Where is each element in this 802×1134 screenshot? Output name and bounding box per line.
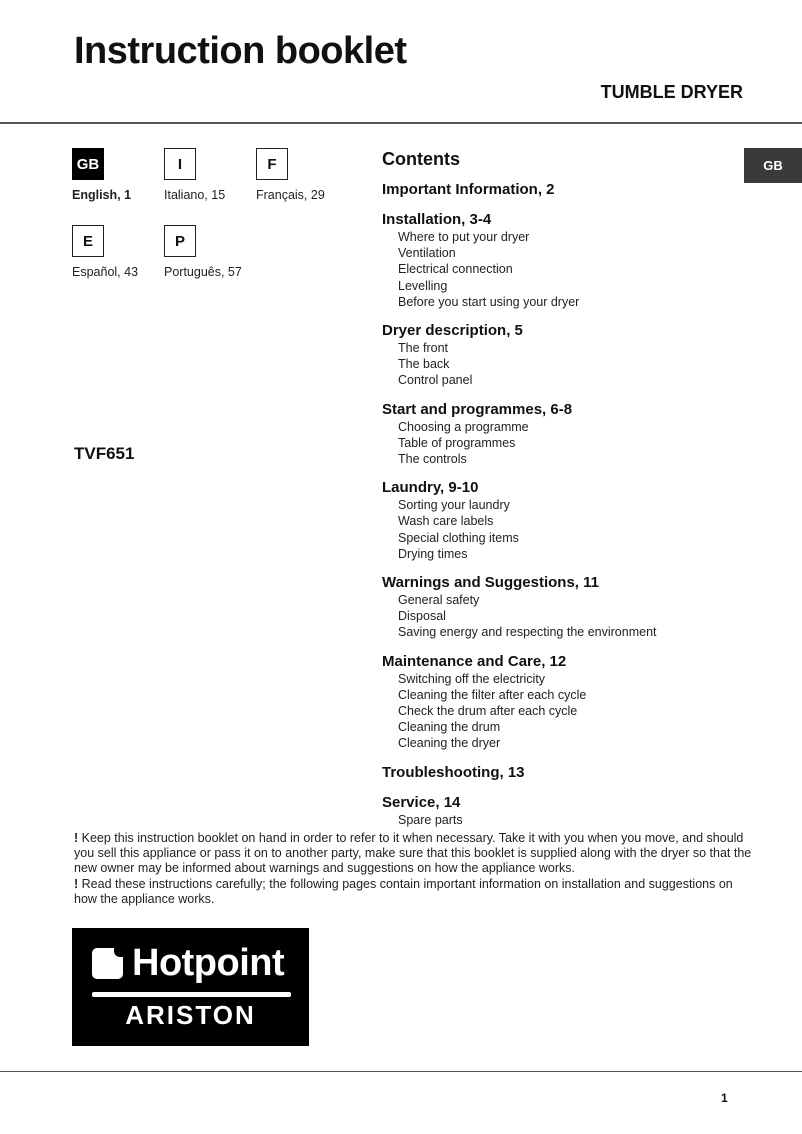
logo-brand: Hotpoint	[132, 942, 285, 984]
toc-section	[382, 400, 742, 468]
toc-section	[382, 652, 742, 752]
language-es[interactable]	[72, 225, 162, 279]
toc-section	[382, 321, 742, 389]
toc-item[interactable]: General safety	[398, 593, 480, 608]
language-label: English, 1	[72, 188, 132, 202]
toc-section	[382, 573, 742, 641]
toc-section-title[interactable]: Maintenance and Care, 12	[382, 652, 567, 670]
toc-item[interactable]: Sorting your laundry	[398, 498, 510, 513]
toc-item[interactable]: Control panel	[398, 373, 473, 388]
toc-item[interactable]: Cleaning the dryer	[398, 736, 501, 751]
toc-section	[382, 210, 742, 310]
toc-item[interactable]: Where to put your dryer	[398, 230, 530, 244]
hotpoint-ariston-logo	[72, 928, 309, 1046]
toc-section	[382, 763, 742, 782]
toc-item[interactable]: Choosing a programme	[398, 419, 529, 434]
footer-divider	[0, 1071, 802, 1072]
exclamation-icon: !	[74, 831, 79, 845]
logo-divider	[92, 992, 291, 997]
contents-heading: Contents	[382, 149, 460, 169]
language-gb[interactable]	[72, 148, 162, 202]
toc-section-title[interactable]: Warnings and Suggestions, 11	[382, 574, 599, 592]
language-code-box: GB	[72, 148, 104, 180]
toc-section-title[interactable]: Important Information, 2	[382, 181, 555, 198]
toc-item[interactable]: Wash care labels	[398, 514, 494, 529]
note-text: Read these instructions carefully; the following pages contain important information on installation and suggestions on how the appliance works.	[74, 876, 733, 906]
safety-notes	[74, 831, 754, 907]
language-label: Français, 29	[256, 188, 325, 202]
toc-item[interactable]: Disposal	[398, 609, 446, 624]
language-code-box: I	[164, 148, 196, 180]
language-code-box: F	[256, 148, 288, 180]
toc-item[interactable]: Table of programmes	[398, 435, 516, 450]
toc-section-title[interactable]: Service, 14	[382, 793, 461, 811]
toc-section-title[interactable]: Dryer description, 5	[382, 322, 523, 340]
note-paragraph	[74, 877, 754, 907]
toc-item[interactable]: Special clothing items	[398, 530, 519, 545]
toc-section	[382, 478, 742, 562]
toc-item[interactable]: Check the drum after each cycle	[398, 704, 578, 719]
toc-item[interactable]: The front	[398, 341, 449, 356]
logo-sub-brand: ARISTON	[125, 1000, 256, 1030]
toc-section-title[interactable]: Troubleshooting, 13	[382, 763, 525, 781]
toc-item[interactable]: Ventilation	[398, 246, 456, 261]
toc-item[interactable]: Spare parts	[398, 812, 463, 827]
language-label: Italiano, 15	[164, 188, 226, 202]
note-text: Keep this instruction booklet on hand in order to refer to it when necessary. Take it with you when you move, and should you sell this appliance or pass it on to another party, make sure that this booklet is supplied along with the dryer so that the new owner may be informed about warnings and suggestions on how the appliance works.	[74, 831, 752, 876]
toc-item[interactable]: Drying times	[398, 546, 468, 561]
toc-item[interactable]: Cleaning the filter after each cycle	[398, 687, 587, 702]
toc-item[interactable]: Levelling	[398, 278, 448, 293]
toc-section-title[interactable]: Laundry, 9-10	[382, 479, 479, 497]
toc-item[interactable]: Before you start using your dryer	[398, 294, 580, 309]
toc-item[interactable]: Cleaning the drum	[398, 720, 501, 735]
header-divider	[0, 122, 802, 124]
note-paragraph	[74, 831, 754, 877]
toc-item[interactable]: The controls	[398, 452, 467, 467]
model-number: TVF651	[74, 444, 135, 463]
language-label: Español, 43	[72, 265, 139, 279]
toc-section	[382, 180, 742, 199]
toc-item[interactable]: Electrical connection	[398, 262, 513, 277]
exclamation-icon: !	[74, 876, 79, 891]
logo-square-icon	[92, 948, 123, 979]
table-of-contents	[382, 149, 742, 839]
language-side-tab: GB	[744, 148, 802, 183]
toc-section-title[interactable]: Start and programmes, 6-8	[382, 400, 573, 418]
language-fr[interactable]	[256, 148, 346, 202]
language-label: Português, 57	[164, 265, 242, 279]
toc-item[interactable]: The back	[398, 357, 450, 372]
language-it[interactable]	[164, 148, 254, 202]
toc-item[interactable]: Saving energy and respecting the environment	[398, 625, 657, 640]
toc-section	[382, 793, 742, 828]
toc-item[interactable]: Switching off the electricity	[398, 671, 546, 686]
language-pt[interactable]	[164, 225, 254, 279]
language-code-box: E	[72, 225, 104, 257]
product-type: TUMBLE DRYER	[600, 82, 743, 102]
page-title: Instruction booklet	[74, 30, 407, 72]
toc-section-title[interactable]: Installation, 3-4	[382, 211, 492, 228]
page-number: 1	[721, 1091, 728, 1105]
language-code-box: P	[164, 225, 196, 257]
